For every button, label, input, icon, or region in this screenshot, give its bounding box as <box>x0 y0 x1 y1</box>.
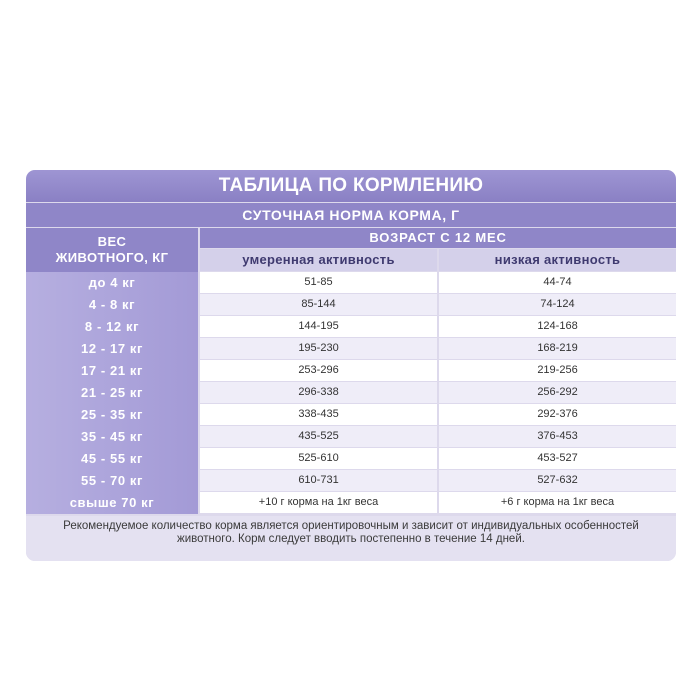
age-header: ВОЗРАСТ С 12 МЕС <box>200 228 676 248</box>
table-row <box>26 404 676 425</box>
weight-cell: 25 - 35 кг <box>80 407 143 422</box>
weight-cell: 12 - 17 кг <box>80 341 143 356</box>
table-row <box>26 448 676 469</box>
footnote <box>26 516 676 561</box>
moderate-activity-cell: +10 г корма на 1кг веса <box>258 496 379 508</box>
table-row <box>26 316 676 337</box>
weight-cell: 4 - 8 кг <box>88 297 136 312</box>
weight-cell: 17 - 21 кг <box>80 363 143 378</box>
low-activity-cell: 256-292 <box>537 386 578 398</box>
low-activity-cell: 453-527 <box>537 452 578 464</box>
low-activity-cell: 376-453 <box>537 430 578 442</box>
moderate-activity-cell: 610-731 <box>298 474 339 486</box>
moderate-activity-cell: 51-85 <box>304 276 333 288</box>
table-row <box>26 360 676 381</box>
moderate-activity-cell: 525-610 <box>298 452 339 464</box>
table-row <box>26 338 676 359</box>
low-activity-cell: 74-124 <box>540 298 575 310</box>
weight-cell: 45 - 55 кг <box>80 451 143 466</box>
weight-cell: до 4 кг <box>88 275 136 290</box>
weight-cell: 35 - 45 кг <box>80 429 143 444</box>
table-title: ТАБЛИЦА ПО КОРМЛЕНИЮ <box>26 170 676 202</box>
moderate-activity-cell: 144-195 <box>298 320 339 332</box>
low-activity-cell: 219-256 <box>537 364 578 376</box>
moderate-activity-cell: 296-338 <box>298 386 339 398</box>
table-row <box>26 382 676 403</box>
low-activity-cell: 124-168 <box>537 320 578 332</box>
table-row <box>26 426 676 447</box>
low-activity-cell: 168-219 <box>537 342 578 354</box>
table-row <box>26 492 676 513</box>
table-row <box>26 470 676 491</box>
weight-column-header <box>26 228 198 272</box>
low-activity-cell: 44-74 <box>543 276 572 288</box>
table-subtitle: СУТОЧНАЯ НОРМА КОРМА, Г <box>26 203 676 227</box>
low-activity-header: низкая активность <box>439 249 676 271</box>
weight-header-line2: ЖИВОТНОГО, КГ <box>55 250 169 265</box>
footnote-line2: животного. Корм следует вводить постепенно в течение 14 дней. <box>177 533 525 545</box>
weight-cell: 21 - 25 кг <box>80 385 143 400</box>
low-activity-cell: 527-632 <box>537 474 578 486</box>
weight-cell: 55 - 70 кг <box>80 473 143 488</box>
feeding-table-card <box>26 170 676 561</box>
moderate-activity-cell: 435-525 <box>298 430 339 442</box>
table-row <box>26 272 676 293</box>
table-row <box>26 294 676 315</box>
low-activity-cell: +6 г корма на 1кг веса <box>500 496 615 508</box>
weight-cell: свыше 70 кг <box>69 495 155 510</box>
moderate-activity-cell: 253-296 <box>298 364 339 376</box>
column-divider <box>437 249 439 514</box>
weight-header-line1: ВЕС <box>97 234 127 249</box>
moderate-activity-cell: 195-230 <box>298 342 339 354</box>
moderate-activity-cell: 85-144 <box>301 298 336 310</box>
low-activity-cell: 292-376 <box>537 408 578 420</box>
moderate-activity-cell: 338-435 <box>298 408 339 420</box>
footnote-line1: Рекомендуемое количество корма является ориентировочным и зависит от индивидуальных особенностей <box>63 520 639 532</box>
moderate-activity-header: умеренная активность <box>200 249 437 271</box>
weight-cell: 8 - 12 кг <box>84 319 140 334</box>
